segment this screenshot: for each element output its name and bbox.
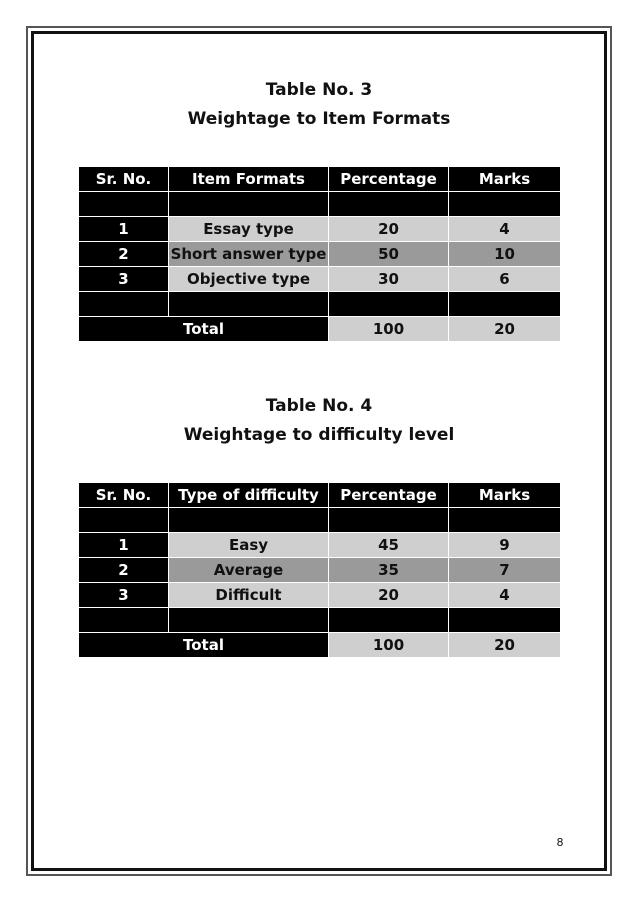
table4-header-sr: Sr. No.	[79, 483, 169, 508]
table4-total-marks: 20	[449, 633, 561, 658]
table4-percentage-cell: 45	[329, 533, 449, 558]
table4-spacer-row	[79, 508, 561, 533]
table4-label-cell: Easy	[169, 533, 329, 558]
table3-percentage-cell: 50	[329, 242, 449, 267]
table3-marks-cell: 4	[449, 217, 561, 242]
table4-caption-title: Table No. 4	[265, 396, 373, 416]
table3-marks-cell: 10	[449, 242, 561, 267]
table4	[78, 482, 561, 658]
table3-total-percentage: 100	[329, 317, 449, 342]
table3-sr-cell: 1	[79, 217, 169, 242]
page-number: 8	[556, 836, 564, 849]
table3-header-label: Item Formats	[169, 167, 329, 192]
table4-sr-cell: 3	[79, 583, 169, 608]
table-row	[79, 583, 561, 608]
table4-header-label: Type of difficulty	[169, 483, 329, 508]
table-row	[79, 558, 561, 583]
table3-percentage-cell: 30	[329, 267, 449, 292]
table3-total-row	[79, 317, 561, 342]
table4-marks-cell: 9	[449, 533, 561, 558]
table3-caption-title: Table No. 3	[265, 80, 373, 100]
table3-header-percentage: Percentage	[329, 167, 449, 192]
table4-caption-subtitle: Weightage to difficulty level	[183, 425, 455, 445]
table3-spacer-row	[79, 292, 561, 317]
table4-marks-cell: 4	[449, 583, 561, 608]
table4-sr-cell: 2	[79, 558, 169, 583]
table3-label-cell: Short answer type	[169, 242, 329, 267]
table-row	[79, 267, 561, 292]
table4-spacer-row	[79, 608, 561, 633]
table3-total-marks: 20	[449, 317, 561, 342]
table4-sr-cell: 1	[79, 533, 169, 558]
table3-header-row	[79, 167, 561, 192]
table4-label-cell: Average	[169, 558, 329, 583]
page-border-inner	[31, 31, 607, 871]
table3-total-label: Total	[79, 317, 329, 342]
table3	[78, 166, 561, 342]
table3-label-cell: Objective type	[169, 267, 329, 292]
table3-sr-cell: 2	[79, 242, 169, 267]
table-row	[79, 533, 561, 558]
table3-spacer-row	[79, 192, 561, 217]
table3-percentage-cell: 20	[329, 217, 449, 242]
table4-header-row	[79, 483, 561, 508]
table3-header-sr: Sr. No.	[79, 167, 169, 192]
table4-label-cell: Difficult	[169, 583, 329, 608]
table-row	[79, 217, 561, 242]
table4-percentage-cell: 35	[329, 558, 449, 583]
table4-total-percentage: 100	[329, 633, 449, 658]
table4-header-marks: Marks	[449, 483, 561, 508]
table4-percentage-cell: 20	[329, 583, 449, 608]
table4-total-label: Total	[79, 633, 329, 658]
table-row	[79, 242, 561, 267]
table4-header-percentage: Percentage	[329, 483, 449, 508]
table3-label-cell: Essay type	[169, 217, 329, 242]
table3-sr-cell: 3	[79, 267, 169, 292]
table3-marks-cell: 6	[449, 267, 561, 292]
table3-caption-subtitle: Weightage to Item Formats	[187, 109, 451, 129]
table4-marks-cell: 7	[449, 558, 561, 583]
table4-total-row	[79, 633, 561, 658]
table3-header-marks: Marks	[449, 167, 561, 192]
